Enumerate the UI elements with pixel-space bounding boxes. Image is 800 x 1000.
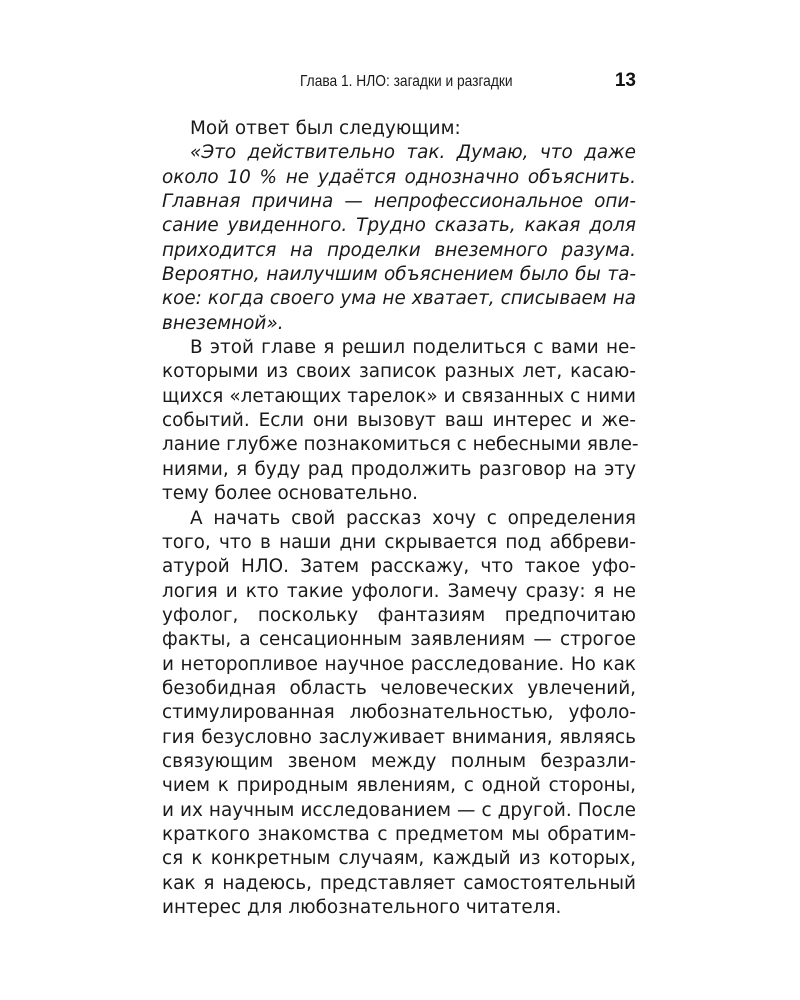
paragraph-quote <box>162 141 636 336</box>
text-line: безобидная область человеческих увлечений, <box>162 677 636 699</box>
paragraph-chapter-intro <box>162 336 639 506</box>
text-line: ниями, я буду рад продолжить разговор на эту <box>162 458 636 480</box>
text-line: Мой ответ был следующим: <box>190 118 461 139</box>
text-line: логия и кто такие уфологи. Замечу сразу: я не <box>162 580 636 602</box>
text-line: около 10 % не удаётся однозначно объяснить. <box>162 166 636 188</box>
text-line: гия безусловно заслуживает внимания, являясь <box>162 726 636 748</box>
text-line: В этой главе я решил поделиться с вами не- <box>190 337 636 359</box>
paragraph-ufology <box>162 507 636 921</box>
text-line: ся к конкретным случаям, каждый из которых, <box>162 848 636 870</box>
text-line: событий. Если они вызовут ваш интерес и же- <box>162 410 636 432</box>
text-line: связующим звеном между полным безразли- <box>162 750 636 772</box>
text-line: стимулированная любознательностью, уфоло- <box>162 702 636 724</box>
text-line: и неторопливое научное расследование. Но как <box>162 653 636 675</box>
running-head: Глава 1. НЛО: загадки и разгадки <box>300 73 513 90</box>
text-line: как я надеюсь, представляет самостоятельный <box>162 872 636 894</box>
page-header <box>162 70 636 96</box>
text-line: того, что в наши дни скрывается под аббреви- <box>162 531 636 553</box>
text-line: интерес для любознательного читателя. <box>162 897 562 918</box>
text-line: внеземной». <box>162 312 284 334</box>
text-line: которыми из своих записок разных лет, касаю- <box>162 361 636 383</box>
text-line: краткого знакомства с предметом мы обратим- <box>162 823 636 845</box>
text-line: чием к природным явлениям, с одной стороны, <box>162 775 636 797</box>
text-line: тему более основательно. <box>162 483 418 505</box>
text-line: Вероятно, наилучшим объяснением было бы та- <box>162 264 636 286</box>
text-line: лание глубже познакомиться с небесными явле- <box>162 434 639 456</box>
paragraph-intro <box>162 117 636 141</box>
body-text <box>162 117 639 920</box>
text-line: кое: когда своего ума не хватает, списываем на <box>162 288 636 310</box>
text-line: и их научным исследованием — с другой. После <box>162 799 636 821</box>
text-line: Главная причина — непрофессиональное опи- <box>162 191 636 213</box>
text-line: атурой НЛО. Затем расскажу, что такое уфо- <box>162 556 636 578</box>
text-line: факты, а сенсационным заявлениям — строгое <box>162 629 636 651</box>
text-line: «Это действительно так. Думаю, что даже <box>190 142 636 164</box>
text-line: щихся «летающих тарелок» и связанных с ними <box>162 385 636 407</box>
text-line: А начать свой рассказ хочу с определения <box>190 507 636 529</box>
page-number: 13 <box>614 70 636 91</box>
text-line: сание увиденного. Трудно сказать, какая доля <box>162 215 636 237</box>
text-line: уфолог, поскольку фантазиям предпочитаю <box>162 604 636 626</box>
text-line: приходится на проделки внеземного разума. <box>162 239 636 261</box>
